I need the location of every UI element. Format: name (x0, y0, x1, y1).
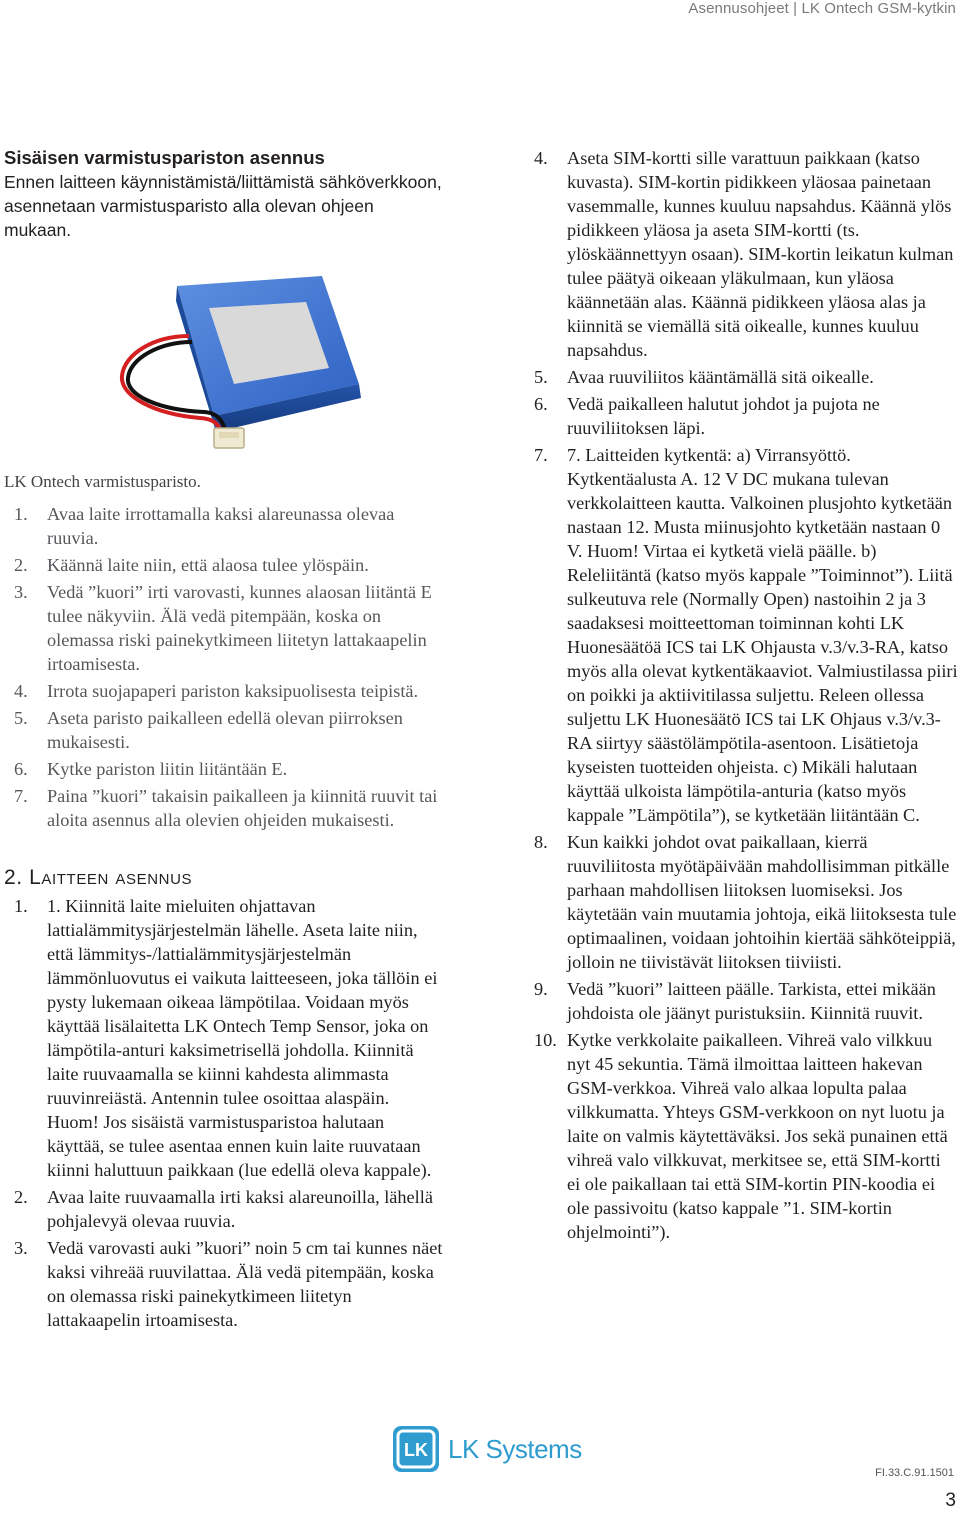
right-column (524, 146, 958, 1247)
battery-photo (4, 246, 444, 466)
list-item: 4. Aseta SIM-kortti sille varattuun paikkaan (katso kuvasta). SIM-kortin pidikkeen yläosaa painetaan vasemmalle, kunnes kuuluu napsahdus. Käännä ylös pidikkeen yläosa ja aseta SIM-kortti (ts. ylöskäännettyyn osaan). SIM-kortin leikatun kulman tulee päätyä oikeaan yläkulmaan, kun yläosa käännetään alas. Käännä pidikkeen yläosa alas ja kiinnitä se viemällä sitä oikealle, kunnes kuuluu napsahdus. (534, 148, 954, 360)
install-section-heading: 2. Laitteen asennus (4, 866, 193, 889)
list-item: 2. Käännä laite niin, että alaosa tulee ylöspäin. (14, 555, 369, 575)
list-item: 7. 7. Laitteiden kytkentä: a) Virransyöttö. Kytkentäalusta A. 12 V DC mukana tulevan verkkolaitteen kautta. Valkoinen plusjohto kytketään nastaan 12. Musta miinusjohto kytketään nastaan 0 V. Huom! Virtaa ei kytketä vielä päälle. b) Releliitäntä (katso myös kappale ”Toiminnot”). Liitä sulkeutuva rele (Normally Open) nastoihin 2 ja 3 saadaksesi moitteettoman toiminnan kohti LK Huonesäätöä ICS tai LK Ohjausta v.3/v.3-RA, katso myös alla olevat kytkentäkaaviot. Valmiustilassa piiri on poikki ja aktiivitilassa suljettu. Releen ollessa suljettu LK Huonesäätö ICS tai LK Ohjaus v.3/v.3-RA siirtyy säästölämpötila-asentoon. Lisätietoja kyseisten tuotteiden ohjeista. c) Mikäli halutaan käyttää ulkoista lämpötila-anturia (katso myös kappale ”Lämpötila”), se kytketään liitäntään C. (534, 445, 958, 825)
list-item: 9. Vedä ”kuori” laitteen päälle. Tarkista, ettei mikään johdoista ole jäänyt puristuksiin. Kiinnitä ruuvit. (534, 979, 936, 1023)
left-column (4, 146, 444, 1335)
page-number: 3 (945, 1490, 956, 1511)
battery-section-intro: Ennen laitteen käynnistämistä/liittämistä sähköverkkoon, asennetaan varmistusparisto alla olevan ohjeen mukaan. (4, 172, 442, 240)
battery-caption: LK Ontech varmistusparisto. (4, 472, 201, 491)
battery-illustration (4, 246, 444, 466)
svg-text:LK: LK (404, 1440, 428, 1460)
list-item: 7. Paina ”kuori” takaisin paikalleen ja kiinnitä ruuvit tai aloita asennus alla olevien ohjeiden mukaisesti. (14, 786, 438, 830)
list-item: 1. 1. Kiinnitä laite mieluiten ohjattavan lattialämmitysjärjestelmän lähelle. Aseta laite niin, että lämmitys-/lattialämmitysjärjestelmän lämmönluovutus ei vaikuta laitteeseen, joka tällöin ei pysty lukemaan oikeaa lämpötilaa. Voidaan myös käyttää lisälaitetta LK Ontech Temp Sensor, joka on lämpötila-anturi kaksimetrisellä johdolla. Kiinnitä laite ruuvaamalla se kiinni kahdesta alimmasta ruuvinreiästä. Antennin tulee osoittaa alaspäin. Huom! Jos sisäistä varmistusparistoa halutaan käyttää, se tulee asentaa ennen kuin laite ruuvataan kiinni haluttuun paikkaan (lue edellä oleva kappale). (14, 896, 438, 1180)
lk-logo-mark-icon (392, 1425, 440, 1473)
list-item: 1. Avaa laite irrottamalla kaksi alareunassa olevaa ruuvia. (14, 504, 395, 548)
list-item: 6. Vedä paikalleen halutut johdot ja pujota ne ruuviliitoksen läpi. (534, 394, 880, 438)
list-item: 8. Kun kaikki johdot ovat paikallaan, kierrä ruuviliitosta myötäpäivään mahdollisimman pitkälle parhaan mahdollisen liitoksen luomiseksi. Jos käytetään vain muutamia johtoja, eikä liitoksesta tule optimaalinen, voidaan johtoihin kiertää sähköteippiä, jolloin ne tiivistävät liitoksen tiiviisti. (534, 832, 957, 972)
document-header: Asennusohjeet | LK Ontech GSM-kytkin (688, 0, 956, 17)
list-item: 5. Aseta paristo paikalleen edellä olevan piirroksen mukaisesti. (14, 708, 403, 752)
list-item: 10. Kytke verkkolaite paikalleen. Vihreä valo vilkkuu nyt 45 sekuntia. Tämä ilmoittaa laitteen hakevan GSM-verkkoa. Vihreä valo alkaa lopulta palaa vilkkumatta. Yhteys GSM-verkkoon on nyt luotu ja laite on valmis käytettäväksi. Jos sekä punainen että vihreä valo vilkkuvat, merkitsee se, että SIM-kortti ei ole paikallaan tai että SIM-kortin PIN-koodia ei ole passivoitu (katso kappale ”1. SIM-kortin ohjelmointi”). (534, 1030, 948, 1242)
list-item: 2. Avaa laite ruuvaamalla irti kaksi alareunoilla, lähellä pohjalevyä olevaa ruuvia. (14, 1187, 433, 1231)
list-item: 6. Kytke pariston liitin liitäntään E. (14, 759, 288, 779)
lk-systems-logo (392, 1424, 582, 1474)
battery-steps-list (4, 502, 444, 832)
list-item: 4. Irrota suojapaperi pariston kaksipuolisesta teipistä. (14, 681, 419, 701)
logo-text: LK Systems (448, 1433, 582, 1464)
document-reference: FI.33.C.91.1501 (875, 1467, 954, 1479)
list-item: 3. Vedä ”kuori” irti varovasti, kunnes alaosan liitäntä E tulee näkyviin. Älä vedä pitempään, koska on olemassa riski painekytkimeen liitetyn lattakaapelin irtoamisesta. (14, 582, 432, 674)
battery-section-heading: Sisäisen varmistuspariston asennus (4, 147, 325, 168)
list-item: 3. Vedä varovasti auki ”kuori” noin 5 cm tai kunnes näet kaksi vihreää ruuvilattaa. Älä vedä pitempään, koska on olemassa riski painekytkimeen liitetyn lattakaapelin irtoamisesta. (14, 1238, 443, 1330)
list-item: 5. Avaa ruuviliitos kääntämällä sitä oikealle. (534, 367, 874, 387)
install-steps-list-left (4, 894, 444, 1332)
install-steps-list-right (524, 146, 958, 1244)
